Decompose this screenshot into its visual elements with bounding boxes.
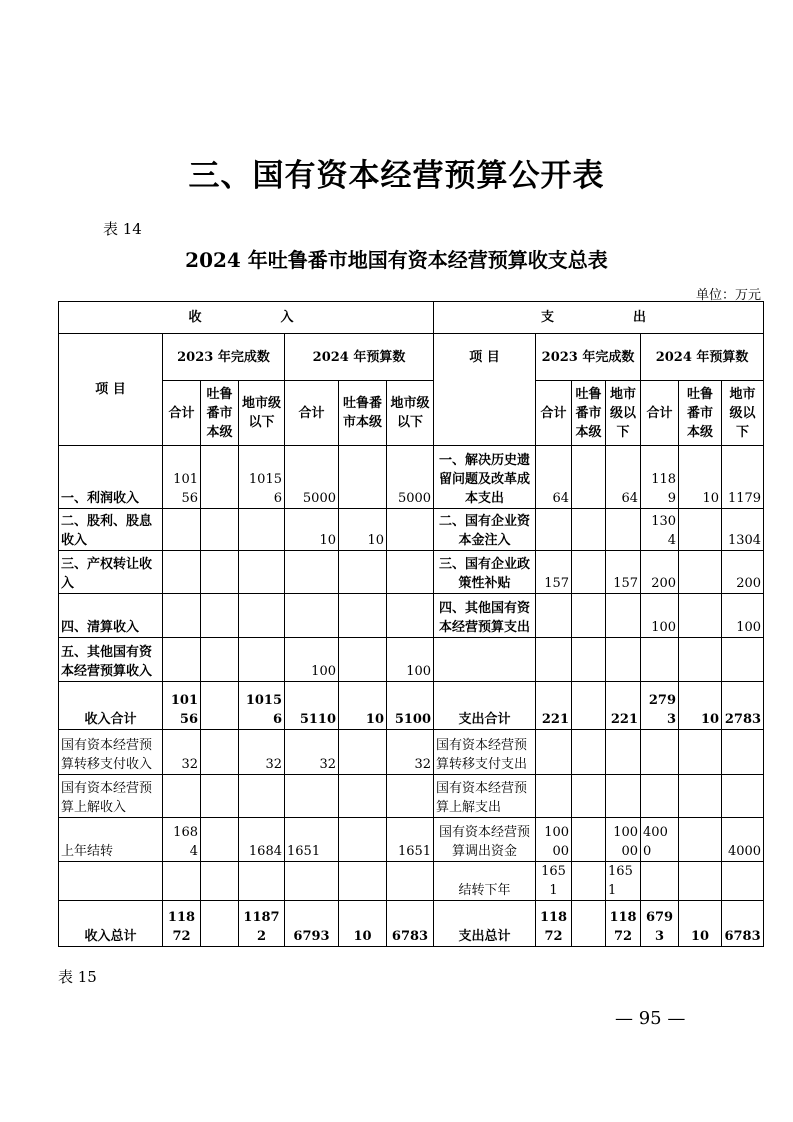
expense-2023-header: 2023 年完成数 [536,334,641,381]
cell-value [201,730,239,775]
table-row [59,730,764,775]
cell-value [572,775,606,818]
income-2023-header: 2023 年完成数 [163,334,285,381]
cell-value [641,638,679,682]
cell-value [163,509,201,551]
cell-value: 10 [679,901,722,947]
cell-value [339,730,387,775]
table-row [59,446,764,509]
cell-value: 10 [285,509,339,551]
expense-item: 支出合计 [434,682,536,730]
income-item: 二、股利、股息收入 [59,509,163,551]
cell-value: 64 [606,446,641,509]
expense-item: 四、其他国有资本经营预算支出 [434,594,536,638]
cell-value [679,509,722,551]
cell-value: 1684 [239,818,285,862]
cell-value [201,551,239,594]
col-total: 合计 [285,381,339,446]
income-item: 收入合计 [59,682,163,730]
cell-value [239,509,285,551]
cell-value: 10156 [239,682,285,730]
cell-value: 11872 [536,901,572,947]
income-item: 上年结转 [59,818,163,862]
cell-value [339,775,387,818]
cell-value [239,862,285,901]
page-number: — 95 — [615,1008,686,1029]
budget-table [58,301,764,947]
cell-value [536,638,572,682]
cell-value: 10000 [606,818,641,862]
cell-value: 11872 [606,901,641,947]
cell-value [606,638,641,682]
cell-value [201,509,239,551]
cell-value [536,509,572,551]
col-total: 合计 [641,381,679,446]
cell-value [285,551,339,594]
expense-item: 三、国有企业政策性补贴 [434,551,536,594]
expense-item: 结转下年 [434,862,536,901]
cell-value: 100 [641,594,679,638]
expense-2024-header: 2024 年预算数 [641,334,764,381]
expense-item: 国有资本经营预算转移支付支出 [434,730,536,775]
cell-value [679,862,722,901]
cell-value: 2783 [722,682,764,730]
income-item: 四、清算收入 [59,594,163,638]
cell-value [679,594,722,638]
cell-value [641,862,679,901]
cell-value [285,775,339,818]
header-row-1 [59,302,764,334]
cell-value [339,551,387,594]
cell-value [163,862,201,901]
cell-value [387,862,434,901]
cell-value [722,638,764,682]
cell-value [572,682,606,730]
cell-value [387,509,434,551]
cell-value [339,594,387,638]
cell-value: 11872 [163,901,201,947]
cell-value [572,638,606,682]
next-table-label: 表 15 [58,968,97,986]
cell-value [722,775,764,818]
header-row-3 [59,381,764,446]
cell-value [285,594,339,638]
cell-value: 1684 [163,818,201,862]
income-item: 收入总计 [59,901,163,947]
cell-value [722,730,764,775]
cell-value [201,862,239,901]
cell-value [239,551,285,594]
cell-value: 221 [536,682,572,730]
cell-value [339,862,387,901]
cell-value: 5110 [285,682,339,730]
cell-value [163,638,201,682]
table-row [59,551,764,594]
table-row [59,638,764,682]
cell-value: 200 [641,551,679,594]
table-row [59,818,764,862]
cell-value: 1179 [722,446,764,509]
cell-value [572,862,606,901]
cell-value: 6783 [722,901,764,947]
header-row-2 [59,334,764,381]
cell-value: 1304 [722,509,764,551]
expense-item-header: 项 目 [434,334,536,446]
income-header: 收 入 [59,302,434,334]
cell-value [536,775,572,818]
table-label: 表 14 [103,220,142,238]
cell-value [679,551,722,594]
cell-value: 32 [285,730,339,775]
cell-value [201,775,239,818]
cell-value [641,730,679,775]
cell-value [163,551,201,594]
expense-item [434,638,536,682]
cell-value [572,818,606,862]
cell-value [572,730,606,775]
cell-value [387,594,434,638]
cell-value: 5000 [387,446,434,509]
unit-label: 单位：万元 [695,288,761,303]
cell-value [239,594,285,638]
expense-item: 国有资本经营预算上解支出 [434,775,536,818]
cell-value [387,551,434,594]
cell-value: 4000 [641,818,679,862]
cell-value: 10156 [163,446,201,509]
cell-value: 1189 [641,446,679,509]
col-city: 吐鲁番市本级 [201,381,239,446]
page-title: 三、国有资本经营预算公开表 [188,158,605,194]
cell-value [679,818,722,862]
cell-value: 1651 [536,862,572,901]
cell-value: 10000 [536,818,572,862]
cell-value: 157 [606,551,641,594]
cell-value: 100 [722,594,764,638]
cell-value [163,775,201,818]
cell-value: 10156 [239,446,285,509]
income-2024-header: 2024 年预算数 [285,334,434,381]
col-prefecture: 地市级以下 [606,381,641,446]
income-item [59,862,163,901]
cell-value [201,901,239,947]
cell-value: 157 [536,551,572,594]
cell-value: 4000 [722,818,764,862]
table-row [59,594,764,638]
cell-value [339,446,387,509]
income-item: 三、产权转让收入 [59,551,163,594]
cell-value [201,682,239,730]
cell-value: 200 [722,551,764,594]
cell-value: 1651 [387,818,434,862]
cell-value [536,730,572,775]
cell-value: 221 [606,682,641,730]
cell-value [572,551,606,594]
cell-value: 6783 [387,901,434,947]
cell-value [722,862,764,901]
cell-value: 100 [285,638,339,682]
cell-value: 10 [339,509,387,551]
table-title: 2024 年吐鲁番市地国有资本经营预算收支总表 [185,248,608,272]
cell-value [285,862,339,901]
cell-value: 5100 [387,682,434,730]
income-item: 五、其他国有资本经营预算收入 [59,638,163,682]
cell-value: 5000 [285,446,339,509]
col-city: 吐鲁番市本级 [339,381,387,446]
cell-value [201,446,239,509]
col-total: 合计 [163,381,201,446]
cell-value: 2793 [641,682,679,730]
cell-value: 6793 [641,901,679,947]
cell-value: 6793 [285,901,339,947]
cell-value [572,509,606,551]
cell-value: 11872 [239,901,285,947]
col-city: 吐鲁番市本级 [572,381,606,446]
cell-value [606,509,641,551]
cell-value [536,594,572,638]
expense-item: 支出总计 [434,901,536,947]
cell-value [339,818,387,862]
cell-value: 64 [536,446,572,509]
table-row [59,775,764,818]
expense-item: 国有资本经营预算调出资金 [434,818,536,862]
cell-value [572,594,606,638]
col-city: 吐鲁番市本级 [679,381,722,446]
col-prefecture: 地市级以下 [722,381,764,446]
cell-value [239,775,285,818]
expense-item: 二、国有企业资本金注入 [434,509,536,551]
cell-value [201,818,239,862]
cell-value [606,594,641,638]
cell-value: 10 [679,446,722,509]
cell-value: 32 [239,730,285,775]
col-prefecture: 地市级以下 [387,381,434,446]
cell-value: 1651 [606,862,641,901]
income-item: 国有资本经营预算转移支付收入 [59,730,163,775]
cell-value: 100 [387,638,434,682]
cell-value [641,775,679,818]
table-row [59,862,764,901]
cell-value [387,775,434,818]
cell-value [201,594,239,638]
col-total: 合计 [536,381,572,446]
cell-value: 10156 [163,682,201,730]
cell-value [679,730,722,775]
table-row [59,509,764,551]
table-row [59,901,764,947]
income-item: 国有资本经营预算上解收入 [59,775,163,818]
cell-value [339,638,387,682]
cell-value [679,638,722,682]
cell-value [163,594,201,638]
cell-value [572,446,606,509]
income-item: 一、利润收入 [59,446,163,509]
cell-value [679,775,722,818]
cell-value [201,638,239,682]
cell-value: 1304 [641,509,679,551]
cell-value: 32 [163,730,201,775]
cell-value: 10 [339,682,387,730]
cell-value [572,901,606,947]
table-row [59,682,764,730]
expense-header: 支 出 [434,302,764,334]
cell-value [606,775,641,818]
col-prefecture: 地市级以下 [239,381,285,446]
cell-value: 10 [339,901,387,947]
cell-value [606,730,641,775]
cell-value: 10 [679,682,722,730]
cell-value: 1651 [285,818,339,862]
expense-item: 一、解决历史遗留问题及改革成本支出 [434,446,536,509]
cell-value: 32 [387,730,434,775]
income-item-header: 项 目 [59,334,163,446]
cell-value [239,638,285,682]
